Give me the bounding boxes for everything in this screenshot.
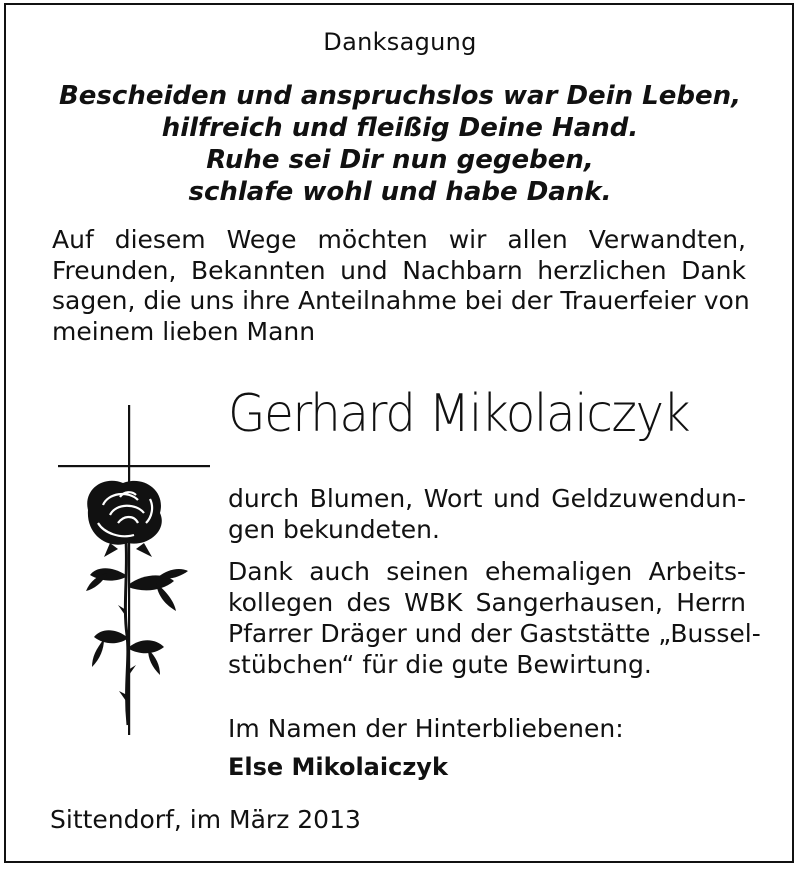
poem-line: schlafe wohl und habe Dank. [188,177,612,207]
notice-heading: Danksagung [323,28,477,56]
colleagues-line: Pfarrer Dräger und der Gaststätte „Bussel- [228,619,761,648]
place-date: Sittendorf, im März 2013 [50,805,361,834]
thanks-line: gen bekundeten. [228,515,440,544]
colleagues-line: Dank auch seinen ehemaligen Arbeits- [228,557,746,586]
signer-name: Else Mikolaiczyk [228,753,448,781]
deceased-name: Gerhard Mikolaiczyk [228,384,690,444]
intro-line: meinem lieben Mann [52,316,316,346]
colleagues-line: stübchen“ für die gute Bewirtung. [228,650,652,679]
poem-line: Ruhe sei Dir nun gegeben, [206,145,594,175]
thanks-paragraph [228,483,746,545]
poem-line: Bescheiden und anspruchslos war Dein Leben, [58,81,742,111]
colleagues-line: kollegen des WBK Sangerhausen, Herrn [228,588,746,617]
intro-line: sagen, die uns ihre Anteilnahme bei der Trauerfeier von [52,286,750,315]
colleagues-paragraph [228,556,761,680]
poem [0,80,800,208]
intro-line: Freunden, Bekannten und Nachbarn herzlichen Dank [52,255,746,285]
intro-line: Auf diesem Wege möchten wir allen Verwandten, [52,225,746,254]
poem-line: hilfreich und fleißig Deine Hand. [161,113,639,143]
thanks-line: durch Blumen, Wort und Geldzuwendun- [228,484,746,513]
intro-paragraph [52,225,750,347]
cross-with-rose-icon [48,405,218,735]
closing-line: Im Namen der Hinterbliebenen: [228,714,624,743]
